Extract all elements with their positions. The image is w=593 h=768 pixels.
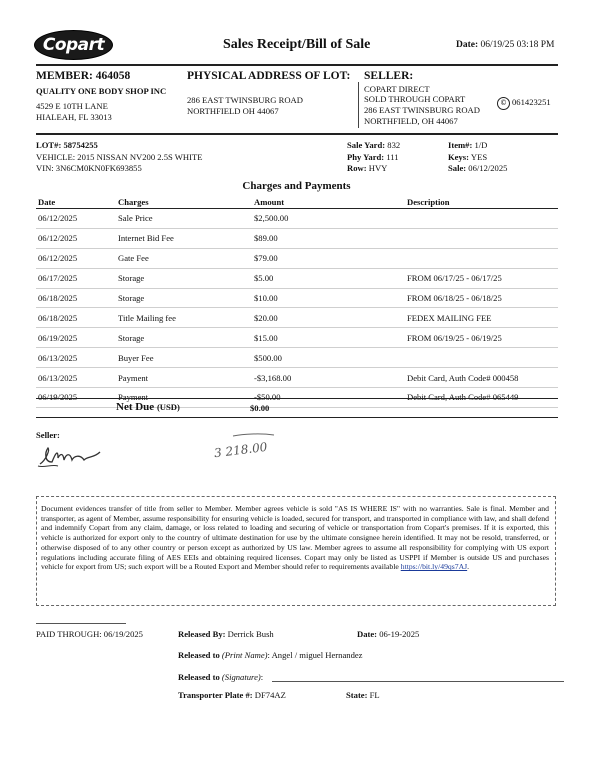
paid-through-rule — [36, 623, 126, 624]
table-row — [36, 228, 558, 248]
cell-charge: Title Mailing fee — [116, 308, 252, 328]
member-name: QUALITY ONE BODY SHOP INC — [36, 86, 167, 96]
net-due-value: $0.00 — [250, 403, 270, 413]
charges-heading: Charges and Payments — [242, 180, 351, 192]
cell-date: 06/19/2025 — [36, 328, 116, 348]
cell-charge: Sale Price — [116, 209, 252, 229]
vehicle-description: VEHICLE: 2015 NISSAN NV200 2.5S WHITE — [36, 152, 203, 162]
released-to-print-value: Angel / miguel Hernandez — [271, 650, 363, 660]
column-header-description: Description — [405, 196, 558, 209]
cell-date: 06/17/2025 — [36, 268, 116, 288]
cell-amount: -$50.00 — [252, 388, 405, 408]
keys-value: YES — [470, 152, 488, 162]
cell-charge: Storage — [116, 288, 252, 308]
sale-yard-label: Sale Yard: — [347, 140, 386, 150]
cell-amount: -$3,168.00 — [252, 368, 405, 388]
seller-id: 061423251 — [512, 97, 551, 107]
cell-date: 06/18/2025 — [36, 288, 116, 308]
cell-charge: Internet Bid Fee — [116, 228, 252, 248]
transporter-plate-label: Transporter Plate #: — [178, 690, 253, 700]
cell-amount: $5.00 — [252, 268, 405, 288]
row-label: Row: — [347, 163, 367, 173]
column-header-charges: Charges — [116, 196, 252, 209]
requirements-link[interactable]: https://bit.ly/49qs7AJ — [400, 562, 468, 572]
cell-description: FROM 06/19/25 - 06/19/25 — [405, 328, 558, 348]
cell-description: FROM 06/18/25 - 06/18/25 — [405, 288, 558, 308]
cell-amount: $79.00 — [252, 248, 405, 268]
header-date — [456, 40, 554, 50]
legal-terms-text: Document evidences transfer of title from seller to Member. Member agrees vehicle is sold "AS IS WHERE IS" with no warranties. Sale is final. Member and transporter, as agent of Member, assume responsibility for ensuring vehicle is loaded, secured for transport, and transported in compliance with law, and shall defend and indemnify Copart from any claim, damage, or loss related to loading and securing of vehicle or transportation from Copart's premises. If it is exported, this vehicle is authorized for export only to the country of ultimate destination for use by the ultimate consignee herein identified. It may not be resold, transferred, or otherwise disposed of to any other country or person except as authorized by US law. Member agrees to assume all responsibility for complying with US export regulations including accurate filing of AES EEIs and obtaining required licenses. Copart may only be listed as USPPI if Member is outside US and purchases vehicle for export from US; such export will be a Routed Export and Member should refer to requirements available — [41, 504, 549, 572]
net-due-unit: (USD) — [156, 402, 180, 412]
net-due-label: Net Due — [116, 401, 155, 413]
cell-amount: $2,500.00 — [252, 209, 405, 229]
lot-address-label: PHYSICAL ADDRESS OF LOT: — [187, 70, 351, 82]
column-header-amount: Amount — [252, 196, 405, 209]
cell-description: Debit Card, Auth Code# 065449 — [405, 388, 558, 408]
seller-line-3: 286 EAST TWINSBURG ROAD — [364, 105, 480, 115]
table-row — [36, 288, 558, 308]
paid-through: PAID THROUGH: 06/19/2025 — [36, 629, 143, 639]
vehicle-vin: VIN: 3N6CM0KN0FK693855 — [36, 163, 142, 173]
seller-label: SELLER: — [364, 70, 414, 82]
signature-hint: (Signature) — [221, 672, 261, 682]
cell-description: FEDEX MAILING FEE — [405, 308, 558, 328]
column-header-date: Date — [36, 196, 116, 209]
member-label: MEMBER: 464058 — [36, 70, 131, 82]
logo-text: Copart — [42, 35, 105, 55]
net-due-row — [36, 398, 558, 418]
cell-amount: $89.00 — [252, 228, 405, 248]
seller-signature-label: Seller: — [36, 430, 60, 440]
cell-description: Debit Card, Auth Code# 000458 — [405, 368, 558, 388]
table-row — [36, 328, 558, 348]
cell-description — [405, 248, 558, 268]
released-by-value: Derrick Bush — [227, 629, 274, 639]
phy-yard-value: 111 — [386, 152, 399, 162]
member-address-1: 4529 E 10TH LANE — [36, 101, 108, 111]
net-due-label-group — [116, 401, 180, 413]
item-label: Item#: — [448, 140, 473, 150]
charges-header-row — [36, 196, 558, 209]
seller-line-2: SOLD THROUGH COPART — [364, 94, 466, 104]
seller-signature-image — [36, 440, 106, 470]
cell-charge: Buyer Fee — [116, 348, 252, 368]
header-date-value: 06/19/25 03:18 PM — [480, 40, 555, 50]
lot-number: LOT#: 58754255 — [36, 140, 98, 150]
cell-date: 06/12/2025 — [36, 248, 116, 268]
row-value: HVY — [368, 163, 388, 173]
legal-terms-box — [36, 496, 556, 606]
cell-description — [405, 228, 558, 248]
seller-divider — [358, 82, 359, 128]
transporter-plate-value: DF74AZ — [254, 690, 286, 700]
handwritten-dash-mark — [232, 432, 276, 438]
phy-yard-label: Phy Yard: — [347, 152, 385, 162]
cell-amount: $20.00 — [252, 308, 405, 328]
cell-date: 06/12/2025 — [36, 228, 116, 248]
lot-address-1: 286 EAST TWINSBURG ROAD — [187, 95, 303, 105]
header-date-label: Date: — [456, 40, 479, 50]
document-title: Sales Receipt/Bill of Sale — [223, 37, 371, 52]
table-row — [36, 209, 558, 229]
cell-date: 06/19/2025 — [36, 388, 116, 408]
item-value: 1/D — [474, 140, 488, 150]
cell-date: 06/13/2025 — [36, 348, 116, 368]
release-date-label: Date: — [357, 629, 378, 639]
cell-charge: Payment — [116, 368, 252, 388]
header-divider — [36, 64, 558, 66]
released-by-label: Released By: — [178, 629, 226, 639]
lot-address-2: NORTHFIELD OH 44067 — [187, 106, 279, 116]
release-date-value: 06-19-2025 — [379, 629, 420, 639]
copart-logo — [34, 30, 113, 60]
cell-date: 06/12/2025 — [36, 209, 116, 229]
sale-date-label: Sale: — [448, 163, 467, 173]
cell-amount: $500.00 — [252, 348, 405, 368]
cell-charge: Payment — [116, 388, 252, 408]
handwritten-amount: 3 218.00 — [213, 439, 269, 461]
cell-date: 06/13/2025 — [36, 368, 116, 388]
sale-yard-value: 832 — [387, 140, 401, 150]
state-label: State: — [346, 690, 368, 700]
seller-line-1: COPART DIRECT — [364, 84, 430, 94]
charges-table — [36, 196, 558, 408]
released-to-print-label: Released to — [178, 650, 220, 660]
copyright-circle-icon: © — [497, 97, 510, 110]
table-row — [36, 248, 558, 268]
cell-charge: Gate Fee — [116, 248, 252, 268]
legal-terms-suffix: . — [467, 562, 470, 572]
cell-charge: Storage — [116, 268, 252, 288]
cell-description — [405, 348, 558, 368]
released-to-signature-label: Released to — [178, 672, 220, 682]
table-row — [36, 308, 558, 328]
table-row — [36, 348, 558, 368]
seller-line-4: NORTHFIELD, OH 44067 — [364, 116, 458, 126]
table-row — [36, 268, 558, 288]
member-address-2: HIALEAH, FL 33013 — [36, 112, 112, 122]
cell-date: 06/18/2025 — [36, 308, 116, 328]
cell-description — [405, 209, 558, 229]
cell-description: FROM 06/17/25 - 06/17/25 — [405, 268, 558, 288]
state-value: FL — [369, 690, 380, 700]
cell-charge: Storage — [116, 328, 252, 348]
sale-date-value: 06/12/2025 — [468, 163, 508, 173]
cell-amount: $15.00 — [252, 328, 405, 348]
keys-label: Keys: — [448, 152, 470, 162]
print-name-hint: (Print Name) — [221, 650, 268, 660]
signature-line — [272, 681, 564, 682]
cell-amount: $10.00 — [252, 288, 405, 308]
table-row — [36, 368, 558, 388]
section-divider — [36, 133, 558, 135]
